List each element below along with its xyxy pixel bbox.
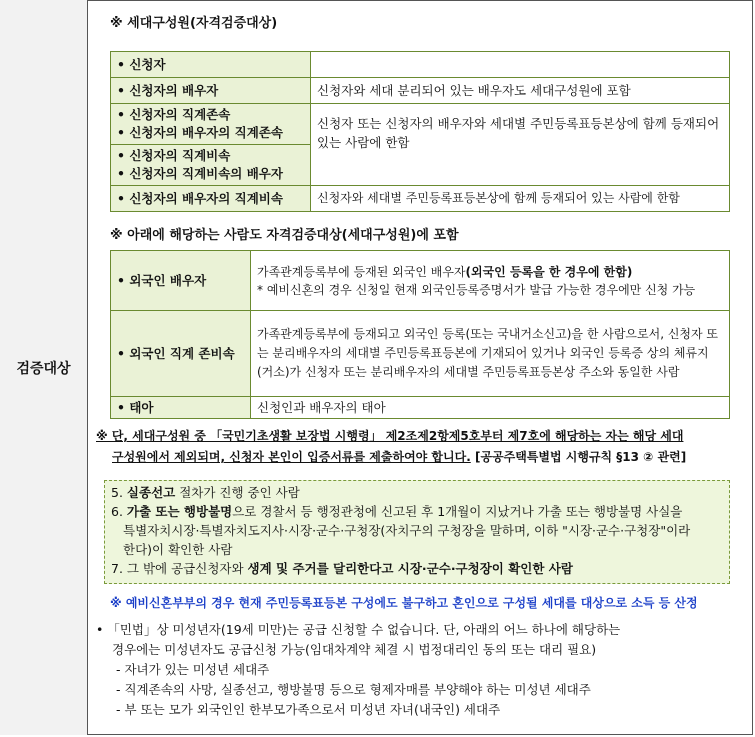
list-item: 6. 가출 또는 행방불명으로 경찰서 등 행정관청에 신고된 후 1개월이 지났거나 가출 또는 행방불명 사실을 xyxy=(111,504,683,519)
row-label: • 신청자 xyxy=(111,52,311,78)
table-row xyxy=(111,78,730,104)
table-row xyxy=(111,397,730,419)
row-desc: 신청자 또는 신청자의 배우자와 세대별 주민등록표등본상에 함께 등재되어 있는 사람에 한함 xyxy=(311,104,730,186)
table-row xyxy=(111,186,730,212)
list-item: - 직계존속의 사망, 실종선고, 행방불명 등으로 형제자매를 부양해야 하는 미성년 세대주 xyxy=(116,682,591,697)
household-members-table xyxy=(110,51,730,212)
exclusion-note: ※ 단, 세대구성원 중 「국민기초생활 보장법 시행령」 제2조제2항제5호부터 제7호에 해당하는 자는 해당 세대 구성원에서 제외되며, 신청자 본인이 입증서류를 제출하여야 합니다. [공공주택특별법 시행규칙 §13 ② 관련] xyxy=(96,429,687,464)
row-label: • 외국인 배우자 xyxy=(111,251,251,311)
section1-heading: ※ 세대구성원(자격검증대상) xyxy=(110,16,278,31)
row-desc: 신청인과 배우자의 태아 xyxy=(251,397,730,419)
row-label: • 태아 xyxy=(111,397,251,419)
list-item: - 자녀가 있는 미성년 세대주 xyxy=(116,662,270,677)
row-label: • 신청자의 배우자의 직계비속 xyxy=(111,186,311,212)
row-desc: 신청자와 세대별 주민등록표등본상에 함께 등재되어 있는 사람에 한함 xyxy=(311,186,730,212)
additional-members-table xyxy=(110,250,730,419)
row-label: • 신청자의 배우자 xyxy=(111,78,311,104)
row-desc: 신청자와 세대 분리되어 있는 배우자도 세대구성원에 포함 xyxy=(311,78,730,104)
minor-eligibility: • 「민법」상 미성년자(19세 미만)는 공급 신청할 수 없습니다. 단, 아래의 어느 하나에 해당하는 경우에는 미성년자도 공급신청 가능(임대차계약 체결 시 법정대리인 동의 또는 대리 필요) - 자녀가 있는 미성년 세대주 - 직계존속의 사망, 실종선고, 행방불명 등으로 형제자매를 부양해야 하는 미성년 세대주 - 부 또는 모가 외국인인 한부모가족으로서 미성년 자녀(내국인) 세대주 xyxy=(96,620,746,720)
row-label: • 외국인 직계 존비속 xyxy=(111,311,251,397)
exclusion-items-box xyxy=(104,480,730,584)
table-row xyxy=(111,104,730,186)
row-desc xyxy=(311,52,730,78)
section2-heading: ※ 아래에 해당하는 사람도 자격검증대상(세대구성원)에 포함 xyxy=(110,228,459,243)
list-item: 7. 그 밖에 공급신청자와 생계 및 주거를 달리한다고 시장·군수·구청장이 확인한 사람 xyxy=(111,561,573,576)
table-row xyxy=(111,52,730,78)
row-desc: 가족관계등록부에 등재되고 외국인 등록(또는 국내거소신고)을 한 사람으로서, 신청자 또는 분리배우자의 세대별 주민등록표등본에 기재되어 있거나 외국인 등록증 상의 체류지(거소)가 신청자 또는 분리배우자의 세대별 주민등록표등본상 주소와 동일한 사람 xyxy=(251,311,730,397)
list-item-cont: 한다)이 확인한 사람 xyxy=(123,542,233,557)
list-item-cont: 특별자치시장·특별자치도지사·시장·군수·구청장(자치구의 구청장을 말하며, 이하 "시장·군수·구청장"이라 xyxy=(123,523,691,538)
row-label-group: • 신청자의 직계존속 • 신청자의 배우자의 직계존속 • 신청자의 직계비속 • 신청자의 직계비속의 배우자 xyxy=(111,104,311,186)
row-desc: 가족관계등록부에 등재된 외국인 배우자(외국인 등록을 한 경우에 한함) * 예비신혼의 경우 신청일 현재 외국인등록증명서가 발급 가능한 경우에만 신청 가능 xyxy=(251,251,730,311)
list-item: 5. 실종선고 절차가 진행 중인 사람 xyxy=(111,485,300,500)
prospective-newlywed-note: ※ 예비신혼부부의 경우 현재 주민등록표등본 구성에도 불구하고 혼인으로 구성될 세대를 대상으로 소득 등 산정 xyxy=(110,596,698,610)
table-row xyxy=(111,251,730,311)
list-item: - 부 또는 모가 외국인인 한부모가족으로서 미성년 자녀(내국인) 세대주 xyxy=(116,702,501,717)
table-row xyxy=(111,311,730,397)
category-label: 검증대상 xyxy=(0,0,88,735)
